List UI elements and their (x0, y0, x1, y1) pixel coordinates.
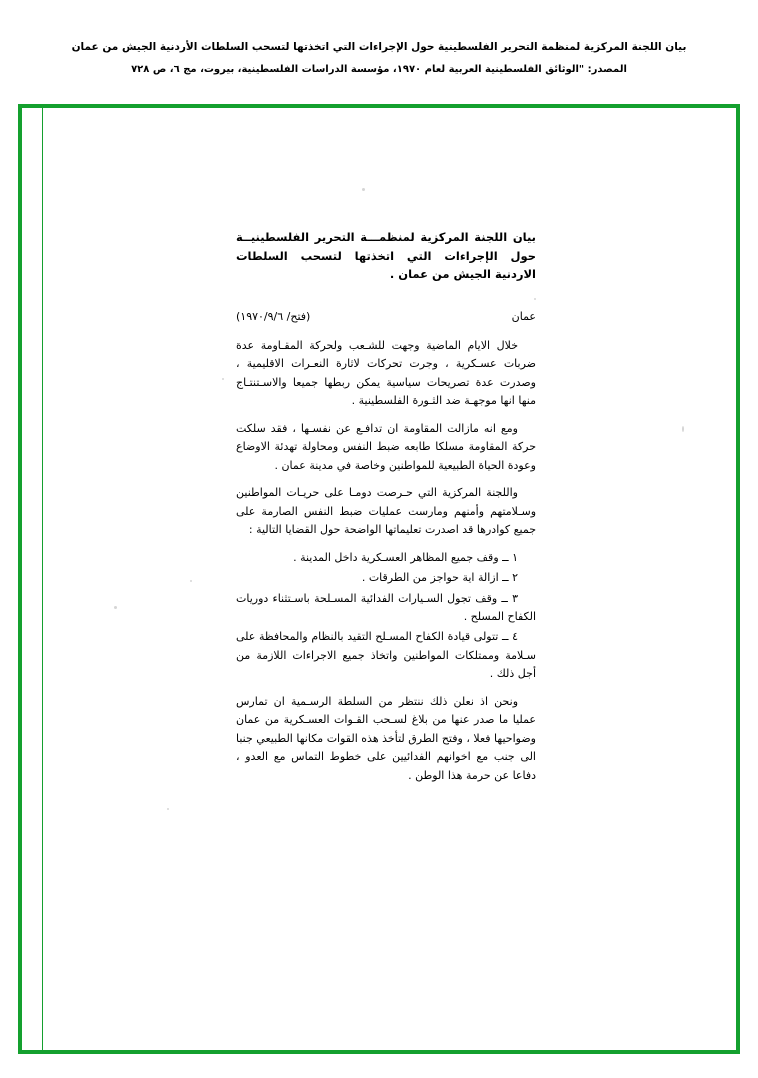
scan-speck (114, 606, 117, 609)
closing-paragraph: ونحن اذ نعلن ذلك ننتظر من السلطة الرسـمية ان تمارس عمليا ما صدر عنها من بلاغ لسـحب القـوات العسـكرية من عمان وضواحيها فعلا ، وفتح الطرق لتأخذ هذه القوات مكانها الطبيعي جنبا الى جنب مع اخوانهم الفدائيين على خطوط التماس مع العدو ، دفاعا عن حرمة هذا الوطن . (236, 694, 536, 782)
document-text-column (236, 228, 536, 794)
header-title: بيان اللجنة المركزية لمنظمة التحرير الفلسطينية حول الإجراءات التي اتخذتها لتسحب السلطات الأردنية الجيش من عمان (71, 41, 687, 53)
body-paragraph: ومع انه مازالت المقاومة ان تدافـع عن نفسـها ، فقد سلكت حركة المقاومة مسلكا طابعه ضبط النفس ومحاولة تهدئة الاوضاع وعودة الحياة الطبيعية للمواطنين وخاصة في مدينة عمان . (236, 421, 536, 472)
dateline (236, 310, 536, 323)
header-source: المصدر: "الوثائق الفلسطينية العربية لعام ١٩٧٠، مؤسسة الدراسات الفلسطينية، بيروت، مج ٦، ص ٧٢٨ (131, 63, 627, 75)
list-item: ١ ــ وقف جميع المظاهر العسـكرية داخل المدينة . (293, 550, 518, 564)
body-paragraph: واللجنة المركزية التي حـرصت دومـا على حريـات المواطنين وسـلامتهم وأمنهم ومارست عمليات ضبط النفس الصارمة على جميع كوادرها قد اصدرت تعليماتها الواضحة حول القضايا التالية : (236, 486, 536, 537)
scan-speck (682, 426, 684, 432)
scan-speck (362, 188, 365, 191)
scan-speck (190, 580, 192, 582)
body-paragraph: خلال الايام الماضية وجهت للشـعب ولحركة المقـاومة عدة ضربات عسـكرية ، وجرت تحركات لاثارة النعـرات الاقليمية ، وصدرت عدة تصريحات سياسية يمكن ربطها جميعا والاسـتنتـاج منها انها موجهـة ضد الثـورة الفلسطينية . (236, 338, 536, 408)
document-title: بيان اللجنة المركزية لمنظمـــة التحرير الفلسطينيــة حول الإجراءات التي اتخذتها لتسحب السلطات الاردنية الجيش من عمان . (236, 230, 536, 282)
dateline-date: (فتح/ ١٩٧٠/٩/٦) (236, 309, 311, 323)
dateline-city: عمان (511, 309, 536, 323)
list-item: ٣ ــ وقف تجول السـيارات الفدائية المسـلحة باسـتثناء دوريات الكفاح المسلح . (236, 591, 536, 623)
scan-speck (222, 378, 224, 380)
list-item: ٤ ــ تتولى قيادة الكفاح المسـلح التقيد بالنظام والمحافظة على سـلامة وممتلكات المواطنين واتخاذ جميع الاجراءات اللازمة من أجل ذلك . (236, 630, 536, 681)
document-header (0, 40, 758, 77)
frame-inner-rule (42, 108, 43, 1050)
demands-list (236, 549, 536, 684)
page-frame (18, 104, 740, 1054)
list-item: ٢ ــ ازالة اية حواجز من الطرقات . (361, 571, 518, 585)
scan-speck (167, 808, 169, 810)
